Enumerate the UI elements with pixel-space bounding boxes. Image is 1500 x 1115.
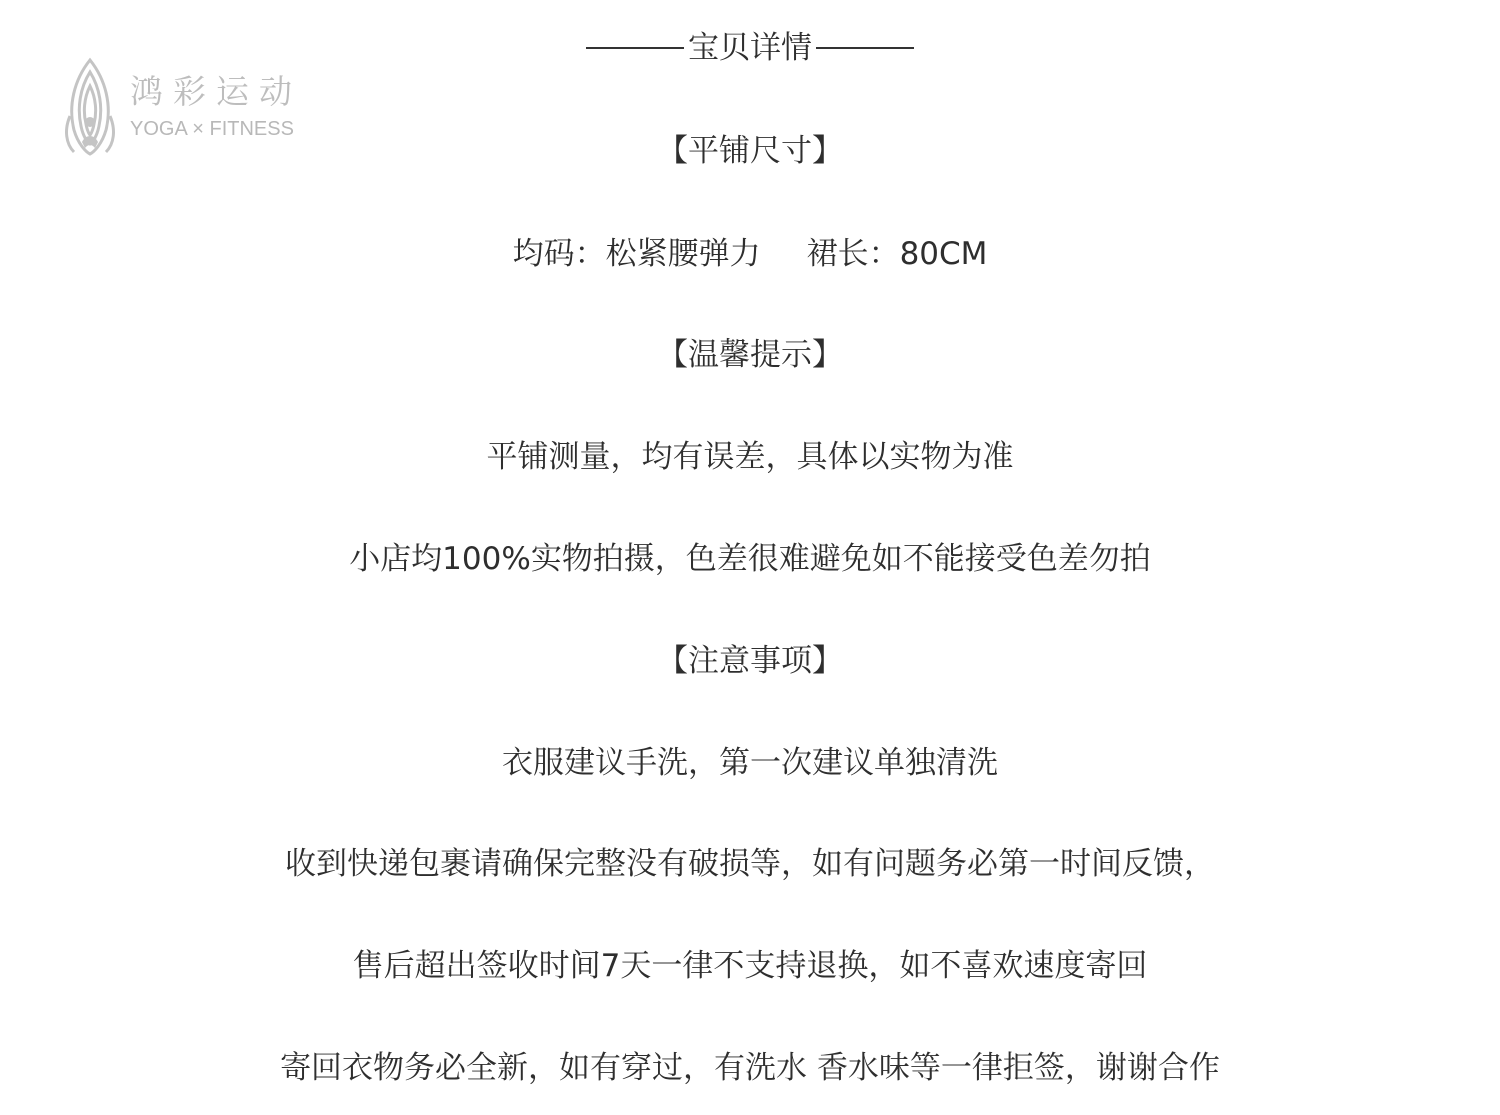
tips-line: 小店均100%实物拍摄，色差很难避免如不能接受色差勿拍 (349, 541, 1151, 577)
notes-line: 售后超出签收时间7天一律不支持退换，如不喜欢速度寄回 (352, 948, 1148, 984)
tips-line: 平铺测量，均有误差，具体以实物为准 (486, 439, 1014, 475)
section-heading-notes: 【注意事项】 (657, 643, 843, 679)
title-right-dash (816, 47, 914, 49)
size-label: 均码：松紧腰弹力 (512, 236, 761, 272)
logo-name-cn: 鸿彩运动 (130, 72, 302, 111)
section-heading-size: 【平铺尺寸】 (657, 133, 843, 169)
page-title-row (0, 28, 1500, 68)
notes-line: 寄回衣物务必全新，如有穿过，有洗水 香水味等一律拒签，谢谢合作 (280, 1050, 1220, 1086)
notes-line: 衣服建议手洗，第一次建议单独清洗 (502, 745, 998, 781)
title-left-dash (586, 47, 684, 49)
notes-line: 收到快递包裹请确保完整没有破损等，如有问题务必第一时间反馈， (285, 846, 1215, 882)
length-label: 裙长：80CM (806, 236, 988, 272)
section-heading-tips: 【温馨提示】 (657, 337, 843, 373)
logo-name-en: YOGA × FITNESS (130, 118, 294, 140)
page-title: 宝贝详情 (688, 30, 812, 66)
size-row (0, 234, 1500, 274)
